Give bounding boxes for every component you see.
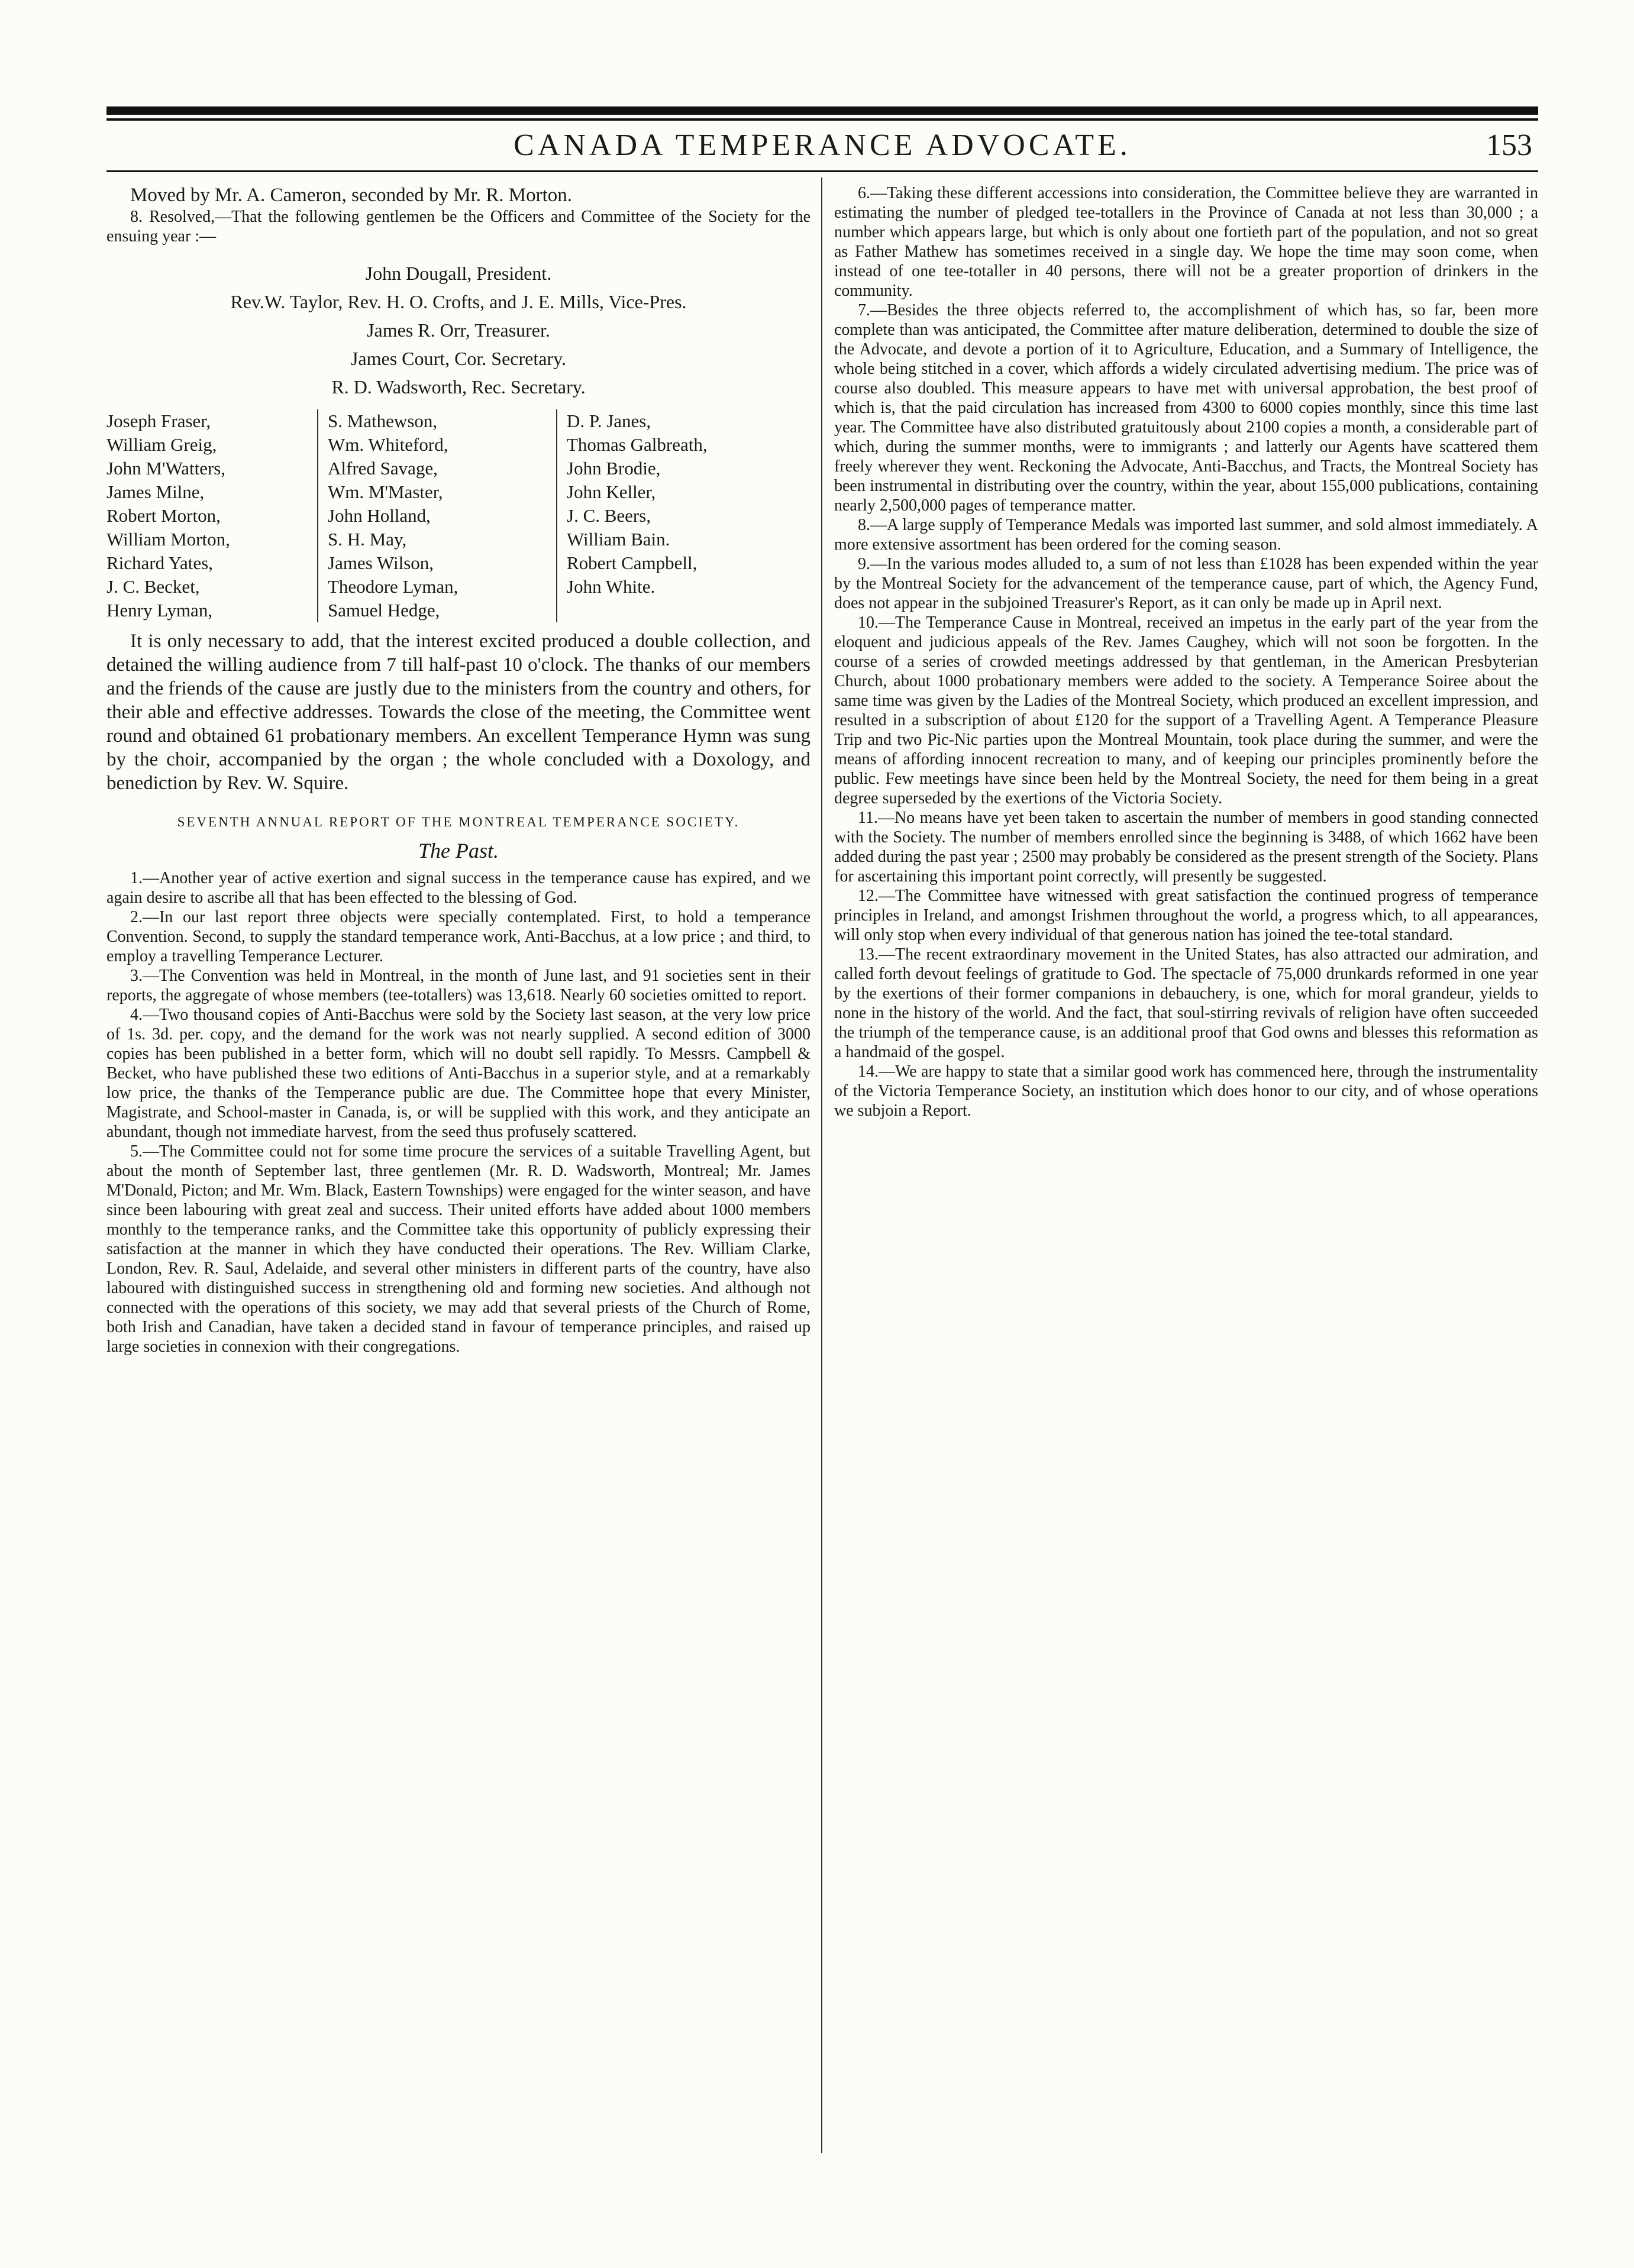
page-title: CANADA TEMPERANCE ADVOCATE.: [514, 128, 1131, 162]
committee-member: John Keller,: [567, 482, 656, 502]
section-heading: The Past.: [418, 839, 499, 862]
committee-member: John M'Watters,: [106, 458, 226, 479]
report-paragraph-11: 11.—No means have yet been taken to ascertain the number of members in good standing connected with the Society. The number of members enrolled since the beginning is 3488, of which 1662 have been added during the past year ; 2500 may probably be considered as the present strength of the Society. Plans for ascertaining this important point correctly, will presently be suggested.: [834, 809, 1538, 886]
report-paragraph-10: 10.—The Temperance Cause in Montreal, received an impetus in the early part of the year from the eloquent and judicious appeals of the Rev. James Caughey, which will not soon be forgotten. In the course of a series of crowded meetings addressed by that gentleman, in the American Presbyterian Church, about 1000 probationary members were added to the society. A Temperance Soiree about the same time was given by the Ladies of the Montreal Society, which produced an excellent impression, and resulted in a subscription of about £120 for the support of a Travelling Agent. A Temperance Pleasure Trip and two Pic-Nic parties upon the Montreal Mountain, took place during the summer, and were the means of affording innocent recreation to many, and of keeping our principles prominently before the public. Few meetings have since been held by the Montreal Society, the need for them being in a great degree superseded by the exertions of the Victoria Society.: [834, 613, 1538, 807]
committee-member: William Greig,: [106, 434, 217, 455]
officer-vice-presidents: Rev.W. Taylor, Rev. H. O. Crofts, and J. E. Mills, Vice-Pres.: [230, 291, 687, 312]
report-paragraph-8: 8.—A large supply of Temperance Medals was imported last summer, and sold almost immediately. A more extensive assortment has been ordered for the coming season.: [834, 516, 1538, 554]
committee-column-3: [557, 409, 789, 622]
committee-member: Theodore Lyman,: [328, 576, 458, 597]
header-rule: [106, 170, 1538, 172]
committee-member: James Wilson,: [328, 553, 434, 573]
report-paragraph-7: 7.—Besides the three objects referred to, the accomplishment of which has, so far, been more complete than was anticipated, the Committee after mature deliberation, determined to double the size of the Advocate, and devote a portion of it to Agriculture, Education, and a Summary of Intelligence, the whole being stitched in a cover, which affords a widely circulated advertising medium. The price was of course also doubled. This measure appears to have met with universal approbation, the best proof of which is, that the paid circulation has increased from 4300 to 6000 copies monthly, since this time last year. The Committee have also distributed gratuitously about 2100 copies a month, a considerable part of which, during the summer months, were to immigrants ; and latterly our Agents have scattered them freely wherever they went. Reckoning the Advocate, Anti-Bacchus, and Tracts, the Montreal Society has been instrumental in distributing over the country, within the year, about 155,000 publications, containing nearly 2,500,000 pages of temperance matter.: [834, 301, 1538, 515]
committee-list: [106, 409, 810, 622]
committee-member: J. C. Becket,: [106, 576, 200, 597]
page-number: 153: [1486, 128, 1532, 162]
motion-text: Moved by Mr. A. Cameron, seconded by Mr. R. Morton.: [130, 185, 573, 206]
left-column: [106, 183, 810, 1356]
officer-rec-secretary: R. D. Wadsworth, Rec. Secretary.: [331, 376, 586, 398]
report-paragraph-3: 3.—The Convention was held in Montreal, in the month of June last, and 91 societies sent in their reports, the aggregate of whose members (tee-totallers) was 13,618. Nearly 60 societies omitted to report.: [106, 967, 810, 1004]
committee-member: Robert Campbell,: [567, 553, 697, 573]
committee-member: Alfred Savage,: [328, 458, 438, 479]
committee-member: William Bain.: [567, 529, 670, 550]
committee-member: J. C. Beers,: [567, 505, 651, 526]
committee-member: S. Mathewson,: [328, 411, 438, 431]
officer-president: John Dougall, President.: [365, 263, 552, 284]
officer-cor-secretary: James Court, Cor. Secretary.: [350, 348, 567, 369]
committee-column-2: [317, 409, 557, 622]
committee-member: James Milne,: [106, 482, 205, 502]
top-rule: [106, 106, 1538, 115]
meeting-closing-paragraph: It is only necessary to add, that the interest excited produced a double collection, and detained the willing audience from 7 till half-past 10 o'clock. The thanks of our members and the friends of the cause are justly due to the ministers from the country and others, for their able and effective addresses. Towards the close of the meeting, the Committee went round and obtained 61 probationary members. An excellent Temperance Hymn was sung by the choir, accompanied by the organ ; the whole concluded with a Doxology, and benediction by Rev. W. Squire.: [106, 631, 810, 794]
report-paragraph-14: 14.—We are happy to state that a similar good work has commenced here, through the instrumentality of the Victoria Temperance Society, an institution which does honor to our city, and of whose operations we subjoin a Report.: [834, 1062, 1538, 1120]
committee-member: Wm. M'Master,: [328, 482, 443, 502]
officer-treasurer: James R. Orr, Treasurer.: [367, 319, 550, 341]
column-divider: [821, 177, 822, 2153]
page-header: [106, 125, 1538, 167]
committee-member: Thomas Galbreath,: [567, 434, 708, 455]
committee-member: John White.: [567, 576, 655, 597]
report-paragraph-2: 2.—In our last report three objects were specially contemplated. First, to hold a temperance Convention. Second, to supply the standard temperance work, Anti-Bacchus, at a low price ; and third, to employ a travelling Temperance Lecturer.: [106, 908, 810, 965]
report-paragraph-6: 6.—Taking these different accessions into consideration, the Committee believe they are warranted in estimating the number of pledged tee-totallers in the Province of Canada at not less than 30,000 ; a number which appears large, but which is only about one fortieth part of the population, and not so great as Father Mathew has sometimes received in a single day. We hope the time may soon come, when instead of one tee-totaller in 40 persons, there will not be a greater proportion of drinkers in the community.: [834, 184, 1538, 300]
report-paragraph-9: 9.—In the various modes alluded to, a sum of not less than £1028 has been expended within the year by the Montreal Society for the advancement of the temperance cause, part of which, the Agency Fund, does not appear in the subjoined Treasurer's Report, as it can only be made up in April next.: [834, 555, 1538, 612]
right-column: [834, 183, 1538, 1120]
committee-member: Robert Morton,: [106, 505, 221, 526]
committee-member: John Holland,: [328, 505, 431, 526]
report-heading: SEVENTH ANNUAL REPORT OF THE MONTREAL TEMPERANCE SOCIETY.: [177, 815, 740, 829]
resolution-text: 8. Resolved,—That the following gentlemen be the Officers and Committee of the Society for the ensuing year :—: [106, 208, 810, 245]
report-paragraph-12: 12.—The Committee have witnessed with great satisfaction the continued progress of temperance principles in Ireland, and amongst Irishmen throughout the world, a progress which, to all appearances, will only stop when every individual of that generous nation has joined the tee-total standard.: [834, 887, 1538, 944]
report-paragraph-1: 1.—Another year of active exertion and signal success in the temperance cause has expired, and we again desire to ascribe all that has been effected to the blessing of God.: [106, 869, 810, 907]
report-paragraph-4: 4.—Two thousand copies of Anti-Bacchus were sold by the Society last season, at the very low price of 1s. 3d. per. copy, and the demand for the work was not nearly supplied. A second edition of 3000 copies has been published in a better form, which will no doubt sell rapidly. To Messrs. Campbell & Becket, who have published these two editions of Anti-Bacchus in a superior style, and at a remarkably low price, the thanks of the Temperance public are due. The Committee hope that every Minister, Magistrate, and School-master in Canada, is, or will be supplied with this work, and they anticipate an abundant, though not immediate harvest, from the seed thus profusely scattered.: [106, 1006, 810, 1141]
committee-member: Joseph Fraser,: [106, 411, 211, 431]
report-paragraph-13: 13.—The recent extraordinary movement in the United States, has also attracted our admiration, and called forth devout feelings of gratitude to God. The spectacle of 75,000 drunkards reformed in one year by the exertions of their former companions in debauchery, is one, which for moral grandeur, yields to none in the history of the world. And the fact, that soul-stirring revivals of religion have often succeeded the triumph of the temperance cause, is an additional proof that God owns and blesses this reformation as a handmaid of the gospel.: [834, 945, 1538, 1061]
report-paragraph-5: 5.—The Committee could not for some time procure the services of a suitable Travelling Agent, but about the month of September last, three gentlemen (Mr. R. D. Wadsworth, Montreal; Mr. James M'Donald, Picton; and Mr. Wm. Black, Eastern Townships) were engaged for the winter season, and have since been labouring with great zeal and success. Their united efforts have added about 1000 members monthly to the temperance ranks, and the Committee take this opportunity of publicly expressing their satisfaction at the manner in which they have conducted their operations. The Rev. William Clarke, London, Rev. R. Saul, Adelaide, and several other ministers in different parts of the country, have also laboured with distinguished success in strengthening old and forming new societies. And although not connected with the operations of this society, we may add that several priests of the Church of Rome, both Irish and Canadian, have taken a decided stand in favour of temperance principles, and raised up large societies in connexion with their congregations.: [106, 1142, 810, 1356]
top-rule-thin: [106, 118, 1538, 121]
committee-member: Wm. Whiteford,: [328, 434, 448, 455]
committee-member: Henry Lyman,: [106, 600, 213, 621]
committee-column-1: [106, 409, 317, 622]
committee-member: Samuel Hedge,: [328, 600, 440, 621]
committee-member: Richard Yates,: [106, 553, 213, 573]
committee-member: S. H. May,: [328, 529, 407, 550]
committee-member: D. P. Janes,: [567, 411, 651, 431]
committee-member: John Brodie,: [567, 458, 661, 479]
committee-member: William Morton,: [106, 529, 230, 550]
